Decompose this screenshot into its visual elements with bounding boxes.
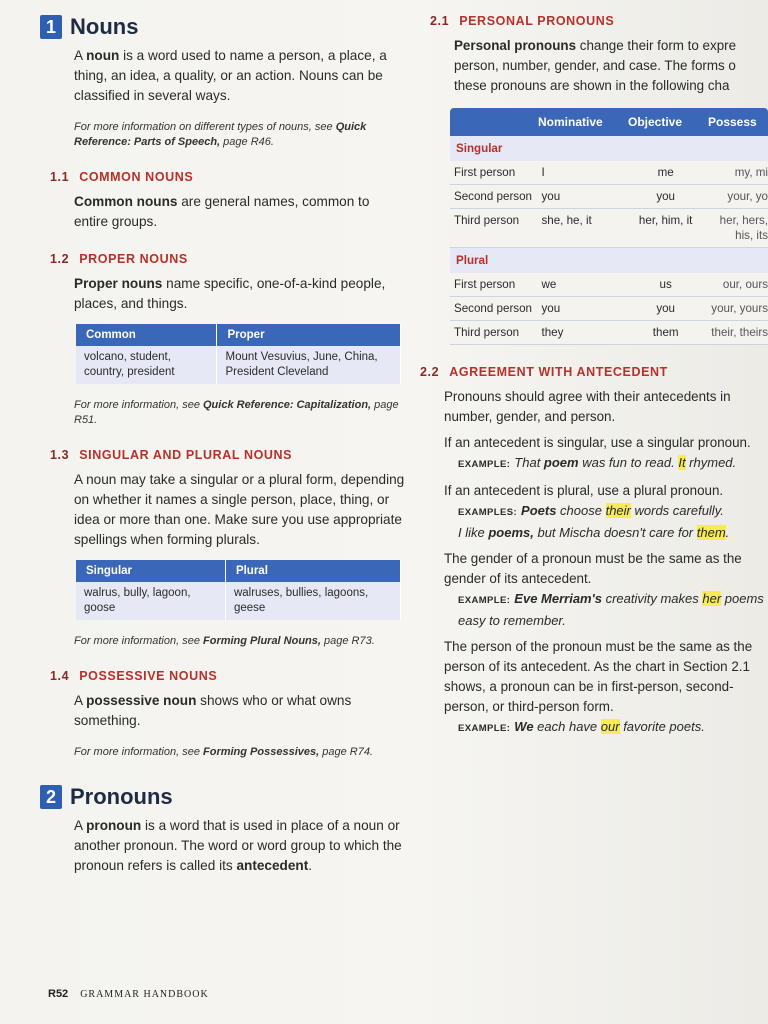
table-header: Plural xyxy=(225,560,400,582)
section-1-heading xyxy=(40,14,405,40)
example-line: EXAMPLE: That poem was fun to read. It rhymed. xyxy=(458,455,737,470)
reference-note: For more information, see Forming Possessives, page R74. xyxy=(74,746,373,758)
table-row: Third person she, he, it her, him, it her, hers, his, its xyxy=(450,209,768,248)
highlighted-pronoun: them xyxy=(696,525,726,540)
example-line: EXAMPLE: We each have our favorite poets. xyxy=(458,719,705,734)
example-line: EXAMPLE: Eve Merriam's creativity makes her poems easy to remember. xyxy=(458,591,764,628)
common-nouns-text: Common nouns are general names, common to entire groups. xyxy=(74,194,370,229)
agreement-text: If an antecedent is plural, use a plural pronoun. xyxy=(444,483,724,498)
table-cell: volcano, student, country, president xyxy=(76,346,217,384)
common-proper-table xyxy=(76,324,401,384)
highlighted-pronoun: her xyxy=(702,591,722,606)
column-header: Objective xyxy=(628,115,683,129)
right-column xyxy=(420,10,768,739)
reference-note: For more information, see Quick Reference: Capitalization, page R51. xyxy=(74,399,399,426)
pronoun-chart xyxy=(450,108,768,345)
singular-plural-table xyxy=(76,560,401,620)
table-header: Singular xyxy=(76,560,225,582)
reference-note: For more information, see Forming Plural Nouns, page R73. xyxy=(74,635,375,647)
section-2-heading xyxy=(40,784,405,810)
section-number-badge: 2 xyxy=(40,785,62,809)
possessive-nouns-text: A possessive noun shows who or what owns something. xyxy=(74,693,352,728)
left-column xyxy=(40,10,405,876)
footer-title: GRAMMAR HANDBOOK xyxy=(80,989,209,1000)
page-footer xyxy=(48,988,209,1000)
section-title: Nouns xyxy=(70,14,139,39)
table-cell: walruses, bullies, lagoons, geese xyxy=(225,582,400,620)
plural-nouns-text: A noun may take a singular or a plural form, depending on whether it names a single person, place, thing, or idea or more than one. Make sure you use appropriate spellings when forming plurals. xyxy=(74,472,405,547)
table-header: Proper xyxy=(217,324,401,346)
column-header: Possess xyxy=(708,115,757,129)
example-line: EXAMPLES: Poets choose their words carefully. xyxy=(458,503,724,518)
example-line: I like poems, but Mischa doesn't care for them. xyxy=(458,525,730,540)
highlighted-pronoun: It xyxy=(678,455,686,470)
proper-nouns-text: Proper nouns name specific, one-of-a-kind people, places, and things. xyxy=(74,276,386,311)
subsection-heading: 1.2 PROPER NOUNS xyxy=(50,252,188,266)
personal-pronouns-text: Personal pronouns change their form to expre person, number, gender, and case. The forms o these pronouns are shown in the following cha xyxy=(454,38,737,93)
agreement-text: Pronouns should agree with their antecedents in number, gender, and person. xyxy=(444,389,731,424)
group-label: Plural xyxy=(450,248,768,273)
table-row: First person I me my, mi xyxy=(450,161,768,185)
subsection-heading: 1.3 SINGULAR AND PLURAL NOUNS xyxy=(50,448,293,462)
group-label: Singular xyxy=(450,136,768,161)
agreement-text: The gender of a pronoun must be the same as the gender of its antecedent. xyxy=(444,551,742,586)
subsection-heading: 2.2 AGREEMENT WITH ANTECEDENT xyxy=(420,365,668,379)
highlighted-pronoun: their xyxy=(605,503,631,518)
table-cell: walrus, bully, lagoon, goose xyxy=(76,582,225,620)
table-row: Second person you you your, yours xyxy=(450,297,768,321)
chart-header xyxy=(450,108,768,136)
table-row: Third person they them their, theirs xyxy=(450,321,768,345)
agreement-text: If an antecedent is singular, use a singular pronoun. xyxy=(444,435,751,450)
page-number: R52 xyxy=(48,988,69,1000)
highlighted-pronoun: our xyxy=(600,719,620,734)
table-row: Second person you you your, yo xyxy=(450,185,768,209)
pronouns-intro: A pronoun is a word that is used in place of a noun or another pronoun. The word or word group to which the pronoun refers is called its antecedent. xyxy=(74,818,402,873)
column-header: Nominative xyxy=(538,115,603,129)
section-number-badge: 1 xyxy=(40,15,62,39)
section-title: Pronouns xyxy=(70,784,173,809)
table-row: First person we us our, ours xyxy=(450,273,768,297)
subsection-heading: 2.1 PERSONAL PRONOUNS xyxy=(430,14,615,28)
subsection-heading: 1.1 COMMON NOUNS xyxy=(50,170,194,184)
table-header: Common xyxy=(76,324,217,346)
reference-note: For more information on different types of nouns, see Quick Reference: Parts of Speech, page R46. xyxy=(74,121,367,148)
nouns-intro: A noun is a word used to name a person, a place, a thing, an idea, a quality, or an action. Nouns can be classified in several ways. xyxy=(74,48,387,103)
table-cell: Mount Vesuvius, June, China, President Cleveland xyxy=(217,346,401,384)
subsection-heading: 1.4 POSSESSIVE NOUNS xyxy=(50,669,218,683)
agreement-text: The person of the pronoun must be the same as the person of its antecedent. As the chart in Section 2.1 shows, a pronoun can be in first-person, second-person, or third-person form. xyxy=(444,639,753,714)
